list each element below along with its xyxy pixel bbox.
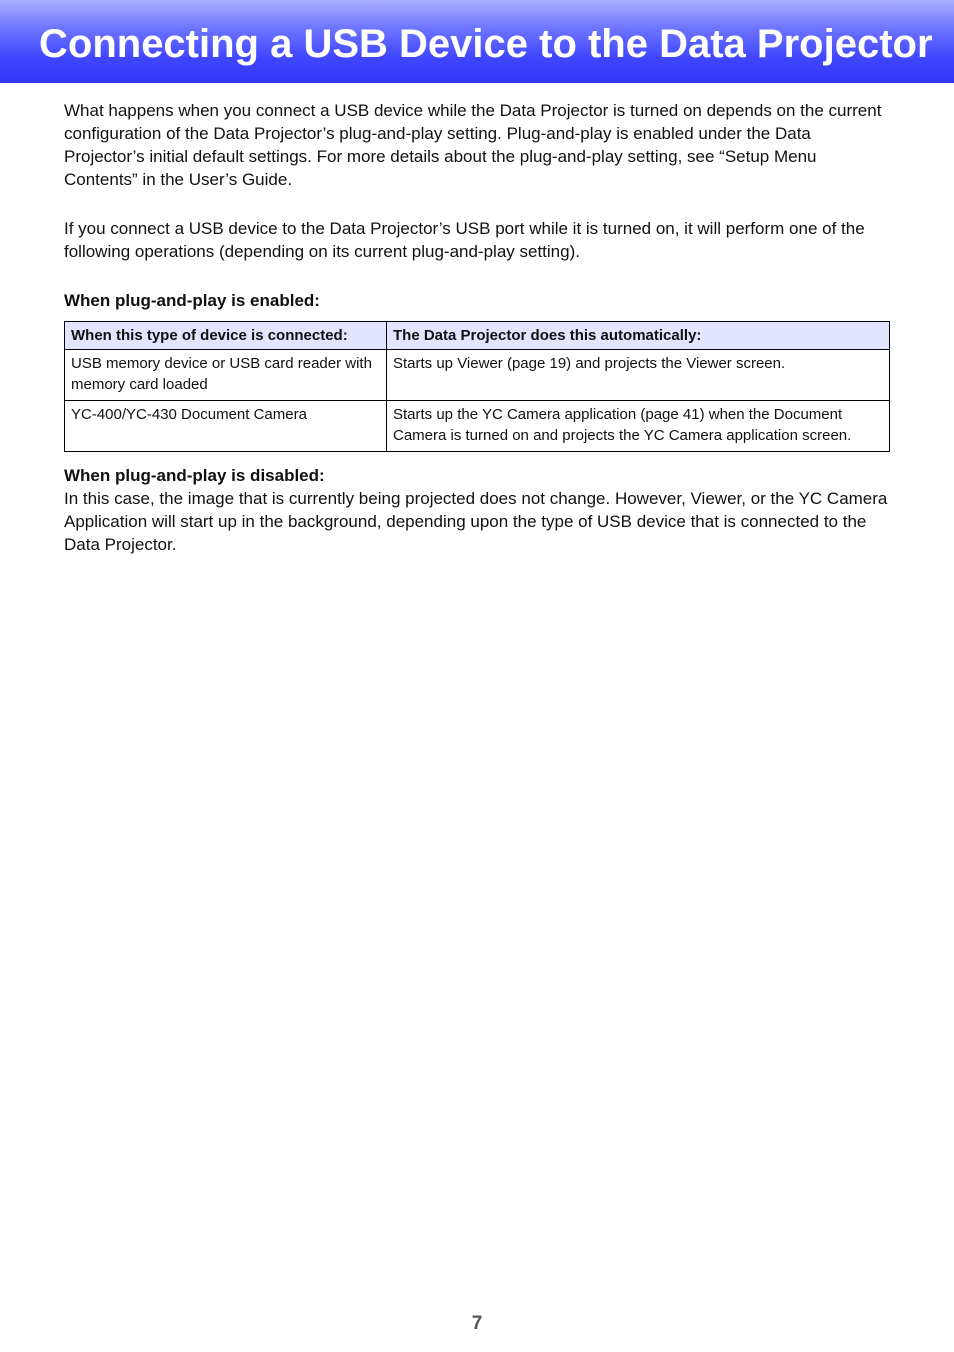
table-header-row (65, 322, 890, 350)
table-cell-action: Starts up the YC Camera application (page 41) when the Document Camera is turned on and projects the YC Camera application screen. (387, 401, 890, 452)
enabled-heading: When plug-and-play is enabled: (64, 291, 320, 310)
main-content (64, 99, 890, 556)
page-number: 7 (471, 1313, 483, 1334)
page-title: Connecting a USB Device to the Data Projector (39, 22, 933, 66)
intro-paragraph-1: What happens when you connect a USB device while the Data Projector is turned on depends on the current configuration of the Data Projector’s plug-and-play setting. Plug-and-play is enabled under the Data Projector’s initial default settings. For more details about the plug-and-play setting, see “Setup Menu Contents” in the User’s Guide. (64, 101, 882, 189)
table-header-action: The Data Projector does this automatically: (387, 322, 890, 350)
disabled-heading: When plug-and-play is disabled: (64, 466, 325, 485)
disabled-paragraph: In this case, the image that is currently being projected does not change. However, Viewer, or the YC Camera Application will start up in the background, depending upon the type of USB device that is connected to the Data Projector. (64, 489, 888, 554)
table-cell-device: YC-400/YC-430 Document Camera (65, 401, 387, 452)
table-row (65, 350, 890, 401)
title-bar (0, 0, 954, 83)
table-header-device: When this type of device is connected: (65, 322, 387, 350)
plug-and-play-table (64, 321, 890, 452)
table-cell-device: USB memory device or USB card reader with memory card loaded (65, 350, 387, 401)
intro-paragraph-2: If you connect a USB device to the Data Projector’s USB port while it is turned on, it will perform one of the following operations (depending on its current plug-and-play setting). (64, 219, 865, 261)
table-cell-action: Starts up Viewer (page 19) and projects the Viewer screen. (387, 350, 890, 401)
table-row (65, 401, 890, 452)
